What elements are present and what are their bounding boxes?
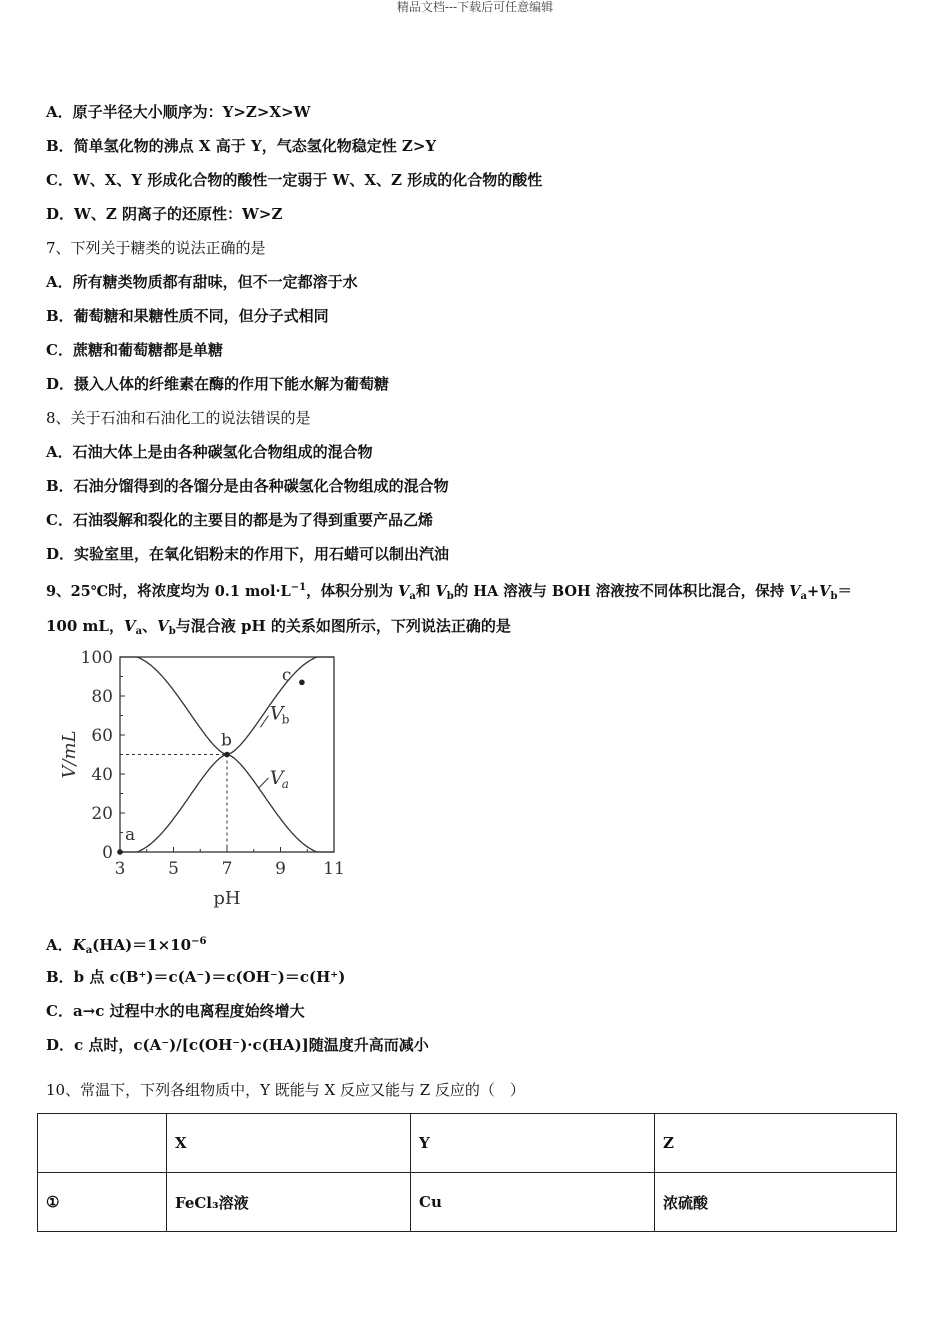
q6-option-b: B．简单氢化物的沸点 X 高于 Y，气态氢化物稳定性 Z>Y xyxy=(46,137,437,155)
q7-option-d: D．摄入人体的纤维素在酶的作用下能水解为葡萄糖 xyxy=(46,375,390,393)
y-tick-label: 100 xyxy=(80,648,113,668)
q8-stem: 8、关于石油和石油化工的说法错误的是 xyxy=(46,409,311,427)
point-label-b: b xyxy=(221,730,232,751)
q6-option-d: D．W、Z 阴离子的还原性：W>Z xyxy=(46,205,283,223)
x-tick-label: 3 xyxy=(114,859,126,879)
y-tick-label: 20 xyxy=(91,804,113,824)
q8-option-a: A．石油大体上是由各种碳氢化合物组成的混合物 xyxy=(46,443,373,461)
q8-option-b: B．石油分馏得到的各馏分是由各种碳氢化合物组成的混合物 xyxy=(46,477,449,495)
series-label-va-sub: a xyxy=(281,776,289,791)
table-header-cell xyxy=(38,1114,167,1173)
data-point-c xyxy=(299,680,305,686)
series-label-vb-sub: b xyxy=(281,712,290,727)
table-cell: 浓硫酸 xyxy=(655,1173,897,1232)
point-label-c: c xyxy=(281,665,292,686)
data-point-a xyxy=(117,849,123,855)
y-axis-label: V/mL xyxy=(60,730,80,779)
page-header: 精品文档---下载后可任意编辑 xyxy=(396,0,554,14)
q8-option-d: D．实验室里，在氧化铝粉末的作用下，用石蜡可以制出汽油 xyxy=(46,545,450,563)
q9-option-d: D．c 点时，c(A⁻)/[c(OH⁻)·c(HA)]随温度升高而减小 xyxy=(46,1036,429,1054)
table-header-cell: Z xyxy=(655,1114,897,1173)
q7-stem: 7、下列关于糖类的说法正确的是 xyxy=(46,239,266,257)
x-tick-label: 9 xyxy=(275,859,286,879)
table-cell: Cu xyxy=(411,1173,655,1232)
q9-option-b: B．b 点 c(B⁺)＝c(A⁻)＝c(OH⁻)＝c(H⁺) xyxy=(46,968,346,986)
q9-option-c: C．a→c 过程中水的电离程度始终增大 xyxy=(46,1002,305,1020)
x-tick-label: 5 xyxy=(168,859,179,879)
q6-option-c: C．W、X、Y 形成化合物的酸性一定弱于 W、X、Z 形成的化合物的酸性 xyxy=(46,171,543,189)
q9-stem-line2: 100 mL，$V_a$、$V_b$与混合液 pH 的关系如图所示，下列说法正确的是 xyxy=(46,617,511,637)
series-label-va: V xyxy=(269,766,284,789)
y-tick-label: 80 xyxy=(91,687,113,707)
q6-option-a: A．原子半径大小顺序为：Y>Z>X>W xyxy=(46,103,311,121)
table-cell: FeCl₃溶液 xyxy=(167,1173,411,1232)
y-tick-label: 0 xyxy=(102,843,113,863)
point-label-a: a xyxy=(125,825,136,845)
table-cell: ① xyxy=(38,1173,167,1232)
y-tick-label: 60 xyxy=(91,726,113,746)
chart-svg xyxy=(60,648,360,916)
q10-stem: 10、常温下，下列各组物质中，Y 既能与 X 反应又能与 Z 反应的（ ） xyxy=(46,1081,525,1099)
x-tick-label: 7 xyxy=(221,859,233,879)
q7-option-b: B．葡萄糖和果糖性质不同，但分子式相同 xyxy=(46,307,329,325)
q8-option-c: C．石油裂解和裂化的主要目的都是为了得到重要产品乙烯 xyxy=(46,511,433,529)
q7-option-a: A．所有糖类物质都有甜味，但不一定都溶于水 xyxy=(46,273,358,291)
q7-option-c: C．蔗糖和葡萄糖都是单糖 xyxy=(46,341,223,359)
data-point-b xyxy=(224,752,230,758)
table-header-cell: Y xyxy=(411,1114,655,1173)
series-label-va-leader xyxy=(259,778,268,788)
series-label-vb: V xyxy=(269,702,284,725)
ph-volume-chart xyxy=(60,648,360,920)
table-row xyxy=(38,1173,897,1232)
x-axis-label: pH xyxy=(213,888,241,909)
q9-option-a: A．$K_a(HA)=1\times 10^{-6}$ xyxy=(46,936,207,956)
q10-table xyxy=(37,1113,897,1232)
table-header-row xyxy=(38,1114,897,1173)
y-tick-label: 40 xyxy=(91,765,113,785)
x-tick-label: 11 xyxy=(323,859,345,879)
table-header-cell: X xyxy=(167,1114,411,1173)
q9-stem-line1: 9、25℃时，将浓度均为 0.1 $mol\cdot L^{-1}$，体积分别为 $V_a$和 $V_b$的 HA 溶液与 BOH 溶液按不同体积比混合，保持 $V_a+V_b=$ xyxy=(46,582,852,602)
